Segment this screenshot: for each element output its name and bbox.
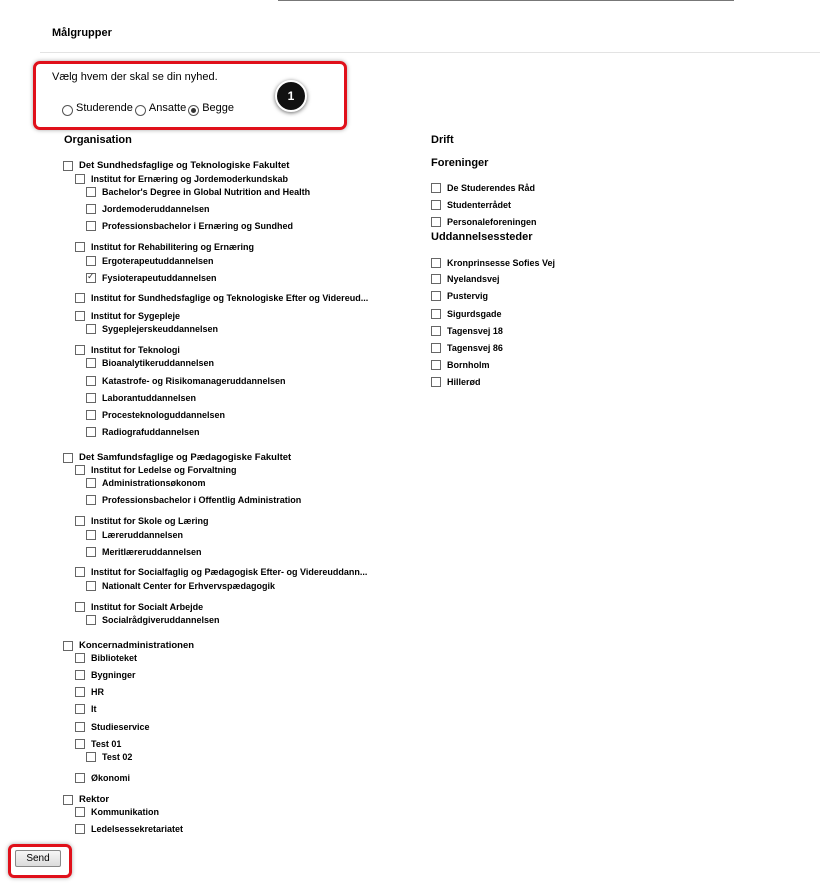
organisation-label: Nationalt Center for Erhvervspædagogik <box>102 581 276 591</box>
uddannelsessted-label: Sigurdsgade <box>447 309 502 319</box>
radio-begge[interactable] <box>188 102 234 114</box>
organisation-label: Det Sundhedsfaglige og Teknologiske Fakultet <box>79 160 290 171</box>
uddannelsessted-checkbox[interactable] <box>431 274 441 284</box>
organisation-checkbox[interactable] <box>86 752 96 762</box>
uddannelsessted-label: Bornholm <box>447 360 490 370</box>
organisation-item[interactable] <box>86 273 217 283</box>
send-highlight-box <box>8 844 72 878</box>
organisation-label: Procesteknologuddannelsen <box>102 410 226 420</box>
organisation-item[interactable] <box>86 410 225 420</box>
organisation-item[interactable] <box>75 345 180 355</box>
organisation-label: Sygeplejerskeuddannelsen <box>102 324 219 334</box>
uddannelsessted-item[interactable] <box>431 258 555 268</box>
organisation-item[interactable] <box>75 773 130 783</box>
organisation-label: Laborantuddannelsen <box>102 393 197 403</box>
organisation-checkbox[interactable] <box>75 653 85 663</box>
organisation-checkbox[interactable] <box>86 615 96 625</box>
organisation-checkbox[interactable] <box>75 722 85 732</box>
organisation-checkbox[interactable] <box>75 739 85 749</box>
organisation-checkbox[interactable] <box>75 345 85 355</box>
organisation-checkbox[interactable] <box>86 204 96 214</box>
organisation-item[interactable] <box>75 824 183 834</box>
organisation-checkbox[interactable] <box>86 478 96 488</box>
organisation-item[interactable] <box>75 807 159 817</box>
organisation-checkbox[interactable] <box>86 187 96 197</box>
radio-studerende[interactable] <box>62 102 133 114</box>
radio-ansatte[interactable] <box>135 102 186 114</box>
uddannelsessted-label: Kronprinsesse Sofies Vej <box>447 258 556 268</box>
foreninger-item[interactable] <box>431 200 511 210</box>
organisation-label: It <box>91 704 97 714</box>
uddannelsessted-checkbox[interactable] <box>431 360 441 370</box>
uddannelsessted-item[interactable] <box>431 377 481 387</box>
organisation-checkbox[interactable] <box>75 602 85 612</box>
organisation-item[interactable] <box>86 221 293 231</box>
organisation-label: Institut for Sygepleje <box>91 311 181 321</box>
organisation-checkbox[interactable] <box>75 311 85 321</box>
organisation-label: Radiografuddannelsen <box>102 427 200 437</box>
uddannelsessted-item[interactable] <box>431 360 490 370</box>
organisation-label: Socialrådgiveruddannelsen <box>102 615 220 625</box>
foreninger-checkbox[interactable] <box>431 200 441 210</box>
organisation-item[interactable] <box>63 160 289 171</box>
organisation-item[interactable] <box>86 495 301 505</box>
organisation-label: Institut for Teknologi <box>91 345 180 355</box>
uddannelsessted-checkbox[interactable] <box>431 291 441 301</box>
send-button[interactable]: Send <box>15 850 61 867</box>
organisation-item[interactable] <box>86 376 286 386</box>
uddannelsessted-label: Hillerød <box>447 377 481 387</box>
organisation-label: Fysioterapeutuddannelsen <box>102 273 217 283</box>
drift-title: Drift <box>431 134 454 146</box>
organisation-checkbox[interactable] <box>75 465 85 475</box>
organisation-item[interactable] <box>63 640 194 651</box>
organisation-checkbox[interactable] <box>86 547 96 557</box>
foreninger-checkbox[interactable] <box>431 183 441 193</box>
organisation-checkbox[interactable] <box>86 393 96 403</box>
organisation-label: Institut for Ledelse og Forvaltning <box>91 465 237 475</box>
organisation-checkbox[interactable] <box>75 807 85 817</box>
organisation-item[interactable] <box>75 242 254 252</box>
organisation-label: Institut for Rehabilitering og Ernæring <box>91 242 254 252</box>
organisation-checkbox[interactable] <box>75 293 85 303</box>
organisation-item[interactable] <box>75 602 203 612</box>
foreninger-title: Foreninger <box>431 157 489 169</box>
organisation-item[interactable] <box>75 174 288 184</box>
organisation-label: Test 01 <box>91 739 122 749</box>
uddannelsessted-label: Tagensvej 18 <box>447 326 503 336</box>
uddannelsessted-checkbox[interactable] <box>431 377 441 387</box>
organisation-label: Kommunikation <box>91 807 160 817</box>
organisation-item[interactable] <box>75 739 121 749</box>
organisation-label: Læreruddannelsen <box>102 530 184 540</box>
radio-begge-label: Begge <box>202 102 235 114</box>
organisation-checkbox[interactable] <box>75 773 85 783</box>
foreninger-label: Studenterrådet <box>447 200 512 210</box>
organisation-label: Meritlæreruddannelsen <box>102 547 202 557</box>
audience-radio-group <box>62 102 236 114</box>
organisation-checkbox[interactable] <box>86 581 96 591</box>
organisation-item[interactable] <box>86 256 214 266</box>
organisation-item[interactable] <box>86 187 310 197</box>
organisation-item[interactable] <box>75 311 180 321</box>
organisation-label: Institut for Ernæring og Jordemoderkundskab <box>91 174 289 184</box>
organisation-item[interactable] <box>86 581 275 591</box>
radio-begge-control[interactable] <box>188 105 199 116</box>
organisation-item[interactable] <box>63 452 291 463</box>
organisation-item[interactable] <box>75 722 150 732</box>
organisation-label: Økonomi <box>91 773 131 783</box>
organisation-item[interactable] <box>75 567 367 577</box>
organisation-label: Professionsbachelor i Offentlig Administration <box>102 495 302 505</box>
organisation-checkbox[interactable] <box>86 273 96 283</box>
organisation-item[interactable] <box>75 704 97 714</box>
uddannelsessted-checkbox[interactable] <box>431 258 441 268</box>
organisation-item[interactable] <box>75 293 368 303</box>
uddannelsessteder-title: Uddannelsessteder <box>431 231 533 243</box>
organisation-checkbox[interactable] <box>75 242 85 252</box>
uddannelsessted-checkbox[interactable] <box>431 309 441 319</box>
organisation-label: Koncernadministrationen <box>79 640 195 651</box>
organisation-label: Bioanalytikeruddannelsen <box>102 358 215 368</box>
organisation-label: Professionsbachelor i Ernæring og Sundhed <box>102 221 294 231</box>
uddannelsessted-label: Pustervig <box>447 291 489 301</box>
radio-ansatte-label: Ansatte <box>148 102 187 114</box>
organisation-item[interactable] <box>86 530 183 540</box>
uddannelsessted-item[interactable] <box>431 309 502 319</box>
organisation-label: Bachelor's Degree in Global Nutrition and Health <box>102 187 311 197</box>
organisation-label: Studieservice <box>91 722 150 732</box>
organisation-checkbox[interactable] <box>86 221 96 231</box>
organisation-checkbox[interactable] <box>75 567 85 577</box>
radio-studerende-label: Studerende <box>76 102 133 114</box>
uddannelsessted-item[interactable] <box>431 274 500 284</box>
organisation-label: Biblioteket <box>91 653 138 663</box>
organisation-checkbox[interactable] <box>86 256 96 266</box>
organisation-label: Katastrofe- og Risikomanageruddannelsen <box>102 376 286 386</box>
organisation-checkbox[interactable] <box>86 410 96 420</box>
organisation-checkbox[interactable] <box>86 358 96 368</box>
organisation-label: Rektor <box>79 794 110 805</box>
uddannelsessted-checkbox[interactable] <box>431 343 441 353</box>
uddannelsessted-item[interactable] <box>431 291 488 301</box>
organisation-checkbox[interactable] <box>75 670 85 680</box>
organisation-item[interactable] <box>86 478 206 488</box>
organisation-label: Det Samfundsfaglige og Pædagogiske Fakultet <box>79 452 292 463</box>
audience-intro-text: Vælg hvem der skal se din nyhed. <box>52 71 218 83</box>
organisation-item[interactable] <box>63 794 109 805</box>
organisation-label: Institut for Socialfaglig og Pædagogisk Efter- og Videreuddann... <box>91 567 368 577</box>
uddannelsessted-label: Tagensvej 86 <box>447 343 503 353</box>
organisation-checkbox[interactable] <box>86 495 96 505</box>
step-badge: 1 <box>275 80 307 112</box>
organisation-label: Administrationsøkonom <box>102 478 206 488</box>
foreninger-item[interactable] <box>431 217 537 227</box>
foreninger-item[interactable] <box>431 183 535 193</box>
organisation-checkbox[interactable] <box>86 376 96 386</box>
organisation-item[interactable] <box>86 547 202 557</box>
organisation-label: Test 02 <box>102 752 133 762</box>
radio-studerende-control[interactable] <box>62 105 73 116</box>
organisation-item[interactable] <box>75 465 237 475</box>
organisation-item[interactable] <box>75 670 136 680</box>
organisation-checkbox[interactable] <box>63 641 73 651</box>
section-divider <box>40 52 820 53</box>
organisation-item[interactable] <box>86 427 200 437</box>
uddannelsessted-item[interactable] <box>431 343 503 353</box>
organisation-checkbox[interactable] <box>86 530 96 540</box>
organisation-label: Ergoterapeutuddannelsen <box>102 256 214 266</box>
foreninger-label: De Studerendes Råd <box>447 183 536 193</box>
organisation-item[interactable] <box>75 687 104 697</box>
organisation-label: Institut for Skole og Læring <box>91 516 209 526</box>
organisation-label: HR <box>91 687 104 697</box>
organisation-item[interactable] <box>86 393 196 403</box>
organisation-item[interactable] <box>75 516 209 526</box>
organisation-checkbox[interactable] <box>63 795 73 805</box>
radio-ansatte-control[interactable] <box>135 105 146 116</box>
organisation-item[interactable] <box>86 752 132 762</box>
uddannelsessted-checkbox[interactable] <box>431 326 441 336</box>
section-title: Målgrupper <box>52 27 112 39</box>
organisation-item[interactable] <box>86 615 220 625</box>
organisation-label: Bygninger <box>91 670 136 680</box>
organisation-checkbox[interactable] <box>75 174 85 184</box>
organisation-checkbox[interactable] <box>86 427 96 437</box>
organisation-checkbox[interactable] <box>75 516 85 526</box>
organisation-item[interactable] <box>86 204 210 214</box>
foreninger-checkbox[interactable] <box>431 217 441 227</box>
top-divider <box>278 0 734 1</box>
organisation-label: Ledelsessekretariatet <box>91 824 184 834</box>
organisation-checkbox[interactable] <box>63 161 73 171</box>
organisation-label: Institut for Socialt Arbejde <box>91 602 204 612</box>
organisation-checkbox[interactable] <box>75 824 85 834</box>
organisation-checkbox[interactable] <box>86 324 96 334</box>
organisation-label: Jordemoderuddannelsen <box>102 204 210 214</box>
organisation-checkbox[interactable] <box>75 687 85 697</box>
organisation-checkbox[interactable] <box>63 453 73 463</box>
uddannelsessted-item[interactable] <box>431 326 503 336</box>
uddannelsessted-label: Nyelandsvej <box>447 274 500 284</box>
organisation-item[interactable] <box>86 324 218 334</box>
organisation-item[interactable] <box>75 653 137 663</box>
foreninger-label: Personaleforeningen <box>447 217 537 227</box>
organisation-checkbox[interactable] <box>75 704 85 714</box>
organisation-item[interactable] <box>86 358 214 368</box>
organisation-title: Organisation <box>64 134 132 146</box>
organisation-label: Institut for Sundhedsfaglige og Teknologiske Efter og Videreud... <box>91 293 369 303</box>
